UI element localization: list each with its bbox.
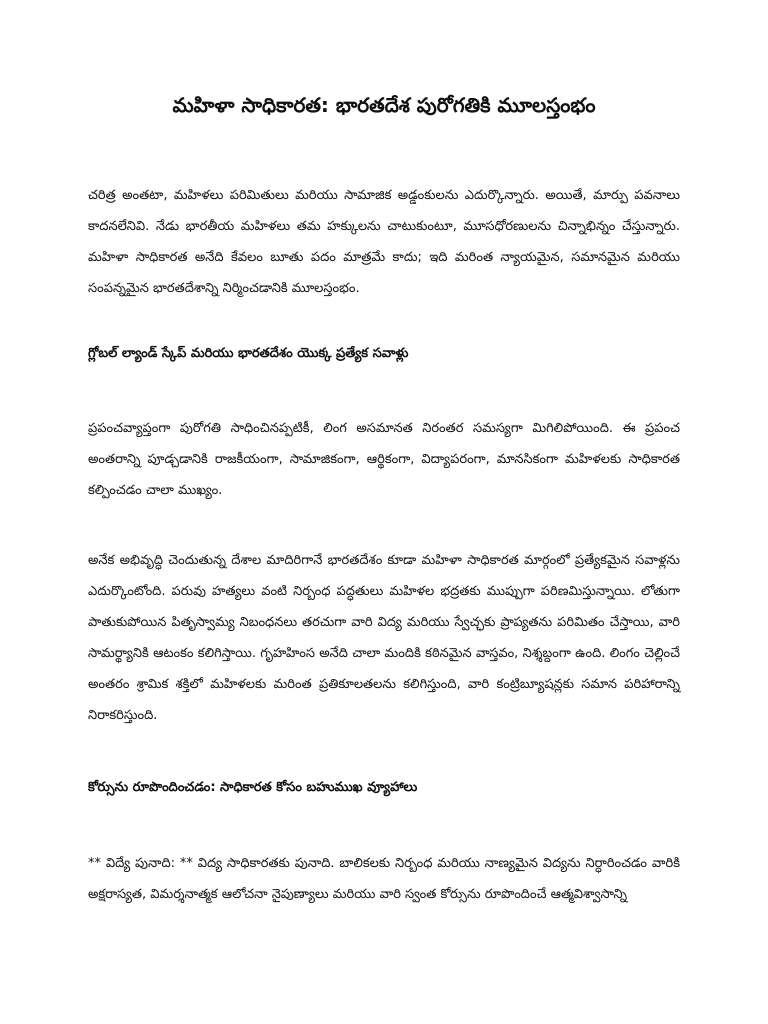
intro-paragraph: చరిత్ర అంతటా, మహిళలు పరిమితులు మరియు సామాజిక అడ్డంకులను ఎదుర్కొన్నారు. అయితే, మార్పు పవనాలు కాదనలేనివి. నేడు భారతీయ మహిళలు తమ హక్కులను చాటుకుంటూ, మూసధోరణులను చిన్నాభిన్నం చేస్తున్నారు. మహిళా సాధికారత అనేది కేవలం బూతు పదం మాత్రమే కాదు; ఇది మరింత న్యాయమైన, సమానమైన మరియు సంపన్నమైన భారతదేశాన్ని నిర్మించడానికి మూలస్తంభం.	[88, 188, 680, 296]
paragraph-global-progress: ప్రపంచవ్యాప్తంగా పురోగతి సాధించినప్పటికీ, లింగ అసమానత నిరంతర సమస్యగా మిగిలిపోయింది. ఈ ప్రపంచ అంతరాన్ని పూడ్చడానికి రాజకీయంగా, సామాజికంగా, ఆర్థికంగా, విద్యాపరంగా, మానసికంగా మహిళలకు సాధికారత కల్పించడం చాలా ముఖ్యం.	[88, 421, 680, 498]
paragraph-india-challenges: అనేక అభివృద్ధి చెందుతున్న దేశాల మాదిరిగానే భారతదేశం కూడా మహిళా సాధికారత మార్గంలో ప్రత్యేకమైన సవాళ్లను ఎదుర్కొంటోంది. పరువు హత్యలు వంటి నిర్బంధ పద్ధతులు మహిళల భద్రతకు ముప్పుగా పరిణమిస్తున్నాయి. లోతుగా పాతుకుపోయిన పితృస్వామ్య నిబంధనలు తరచుగా వారి విద్య మరియు స్వేచ్ఛకు ప్రాప్యతను పరిమితం చేస్తాయి, వారి సామర్థ్యానికి ఆటంకం కలిగిస్తాయి. గృహహింస అనేది చాలా మందికి కఠినమైన వాస్తవం, నిశ్శబ్దంగా ఉంది. లింగం చెల్లించే అంతరం శ్రామిక శక్తిలో మహిళలకు మరింత ప్రతికూలతలను కలిగిస్తుంది, వారి కంట్రిబ్యూషన్లకు సమాన పరిహారాన్ని నిరాకరిస్తుంది.	[88, 553, 680, 723]
section-heading-global-landscape: గ్లోబల్ ల్యాండ్ స్కేప్ మరియు భారతదేశం యొక్క ప్రత్యేక సవాళ్లు	[88, 346, 409, 361]
paragraph-education: ** విద్యే పునాది: ** విద్య సాధికారతకు పునాది. బాలికలకు నిర్బంధ మరియు నాణ్యమైన విద్యను నిర్ధారించడం వారికి అక్షరాస్యత, విమర్శనాత్మక ఆలోచనా నైపుణ్యాలు మరియు వారి స్వంత కోర్సును రూపొందించే ఆత్మవిశ్వాసాన్ని	[88, 856, 680, 902]
document-title: మహిళా సాధికారత: భారతదేశ పురోగతికి మూలస్తంభం	[172, 93, 596, 117]
section-heading-strategies: కోర్సును రూపొందించడం: సాధికారత కోసం బహుముఖ వ్యూహాలు	[88, 780, 418, 795]
